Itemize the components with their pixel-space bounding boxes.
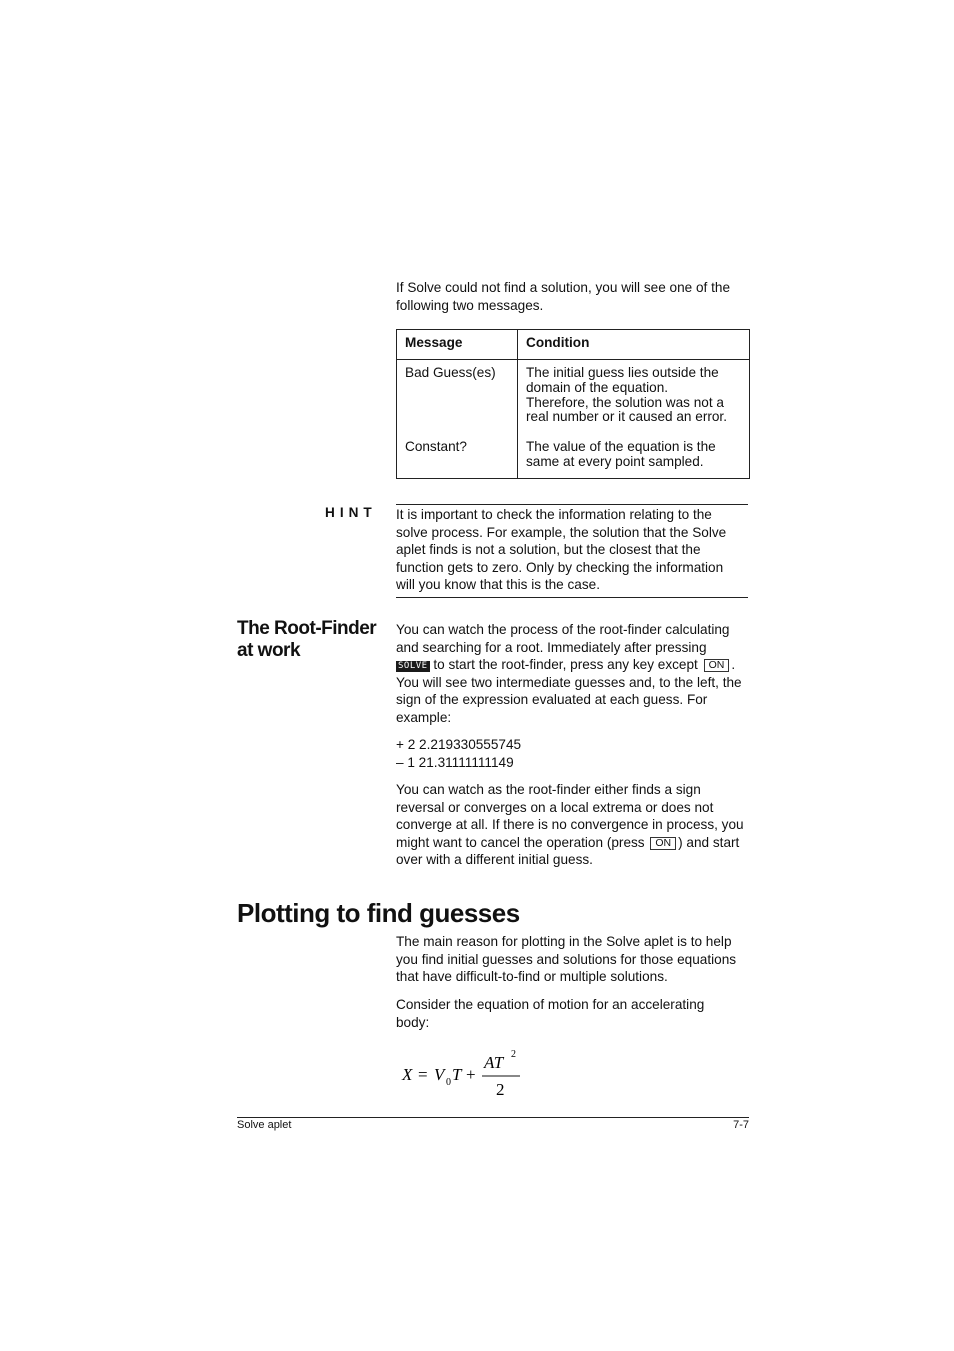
paragraph-line: and searching for a root. Immediately after pressing (396, 639, 707, 655)
hint-line: aplet finds is not a solution, but the closest that the (396, 542, 701, 558)
section-heading-plotting: Plotting to find guesses (237, 898, 520, 928)
paragraph-line: You can watch the process of the root-finder calculating (396, 622, 730, 637)
paragraph-line: example: (396, 709, 452, 725)
footer-rule (237, 1117, 749, 1118)
inline-text: might want to cancel the operation (press (396, 834, 649, 850)
table-cell-condition (526, 440, 716, 470)
solve-key-icon: SOLVE (398, 661, 428, 672)
example-line: + 2 2.219330555745 (396, 737, 522, 752)
heading-line: at work (237, 640, 301, 661)
root-finder-paragraph (396, 621, 750, 727)
paragraph-line: The main reason for plotting in the Solve aplet is to help (396, 934, 732, 949)
paragraph-line: You will see two intermediate guesses and, to the left, the (396, 674, 742, 690)
condition-line: Therefore, the solution was not a (526, 394, 724, 410)
hint-line: will you know that this is the case. (396, 577, 600, 593)
paragraph-line: that have difficult-to-find or multiple solutions. (396, 969, 668, 985)
table-header-message: Message (405, 335, 463, 350)
table-cell-message: Constant? (405, 439, 467, 454)
condition-line: domain of the equation. (526, 379, 669, 395)
condition-line: The value of the equation is the (526, 439, 716, 454)
paragraph-line (396, 656, 750, 674)
hint-line: function gets to zero. Only by checking the information (396, 559, 724, 575)
paragraph-line: you find initial guesses and solutions for those equations (396, 951, 737, 967)
hint-label: HINT (325, 505, 377, 520)
footer-chapter-title: Solve aplet (237, 1119, 292, 1131)
intro-line: following two messages. (396, 297, 544, 313)
formula-equals: = (418, 1065, 428, 1084)
example-output (396, 736, 750, 771)
table-header-condition: Condition (526, 335, 590, 350)
on-key-icon: ON (650, 837, 676, 850)
formula-x: X (402, 1065, 413, 1084)
intro-paragraph (396, 279, 750, 314)
condition-line: The initial guess lies outside the (526, 365, 719, 380)
inline-text: to start the root-finder, press any key except (429, 657, 702, 673)
hint-line: It is important to check the information relating to the (396, 507, 712, 522)
formula-t: T (452, 1065, 462, 1084)
inline-text: . (731, 657, 736, 673)
root-finder-paragraph-2 (396, 781, 750, 869)
section-heading-root-finder (237, 618, 387, 662)
condition-line: same at every point sampled. (526, 453, 704, 469)
formula-denominator: 2 (496, 1080, 505, 1099)
paragraph-line: body: (396, 1014, 430, 1030)
paragraph-line: reversal or converges on a local extrema or does not (396, 799, 714, 815)
table-header-rule (397, 359, 749, 360)
paragraph-line (396, 834, 750, 852)
formula-v: V (434, 1065, 445, 1084)
intro-line: If Solve could not find a solution, you will see one of the (396, 280, 731, 295)
table-cell-condition (526, 366, 727, 425)
messages-table (396, 329, 750, 479)
condition-line: real number or it caused an error. (526, 409, 727, 425)
footer-page-number: 7-7 (733, 1119, 749, 1131)
formula-plus: + (466, 1065, 476, 1084)
paragraph-line: Consider the equation of motion for an accelerating (396, 997, 705, 1012)
table-divider (517, 330, 518, 478)
plotting-paragraph-2 (396, 996, 750, 1031)
formula-v-subscript: 0 (446, 1077, 451, 1088)
paragraph-line: over with a different initial guess. (396, 852, 593, 868)
example-line: – 1 21.31111111149 (396, 754, 514, 770)
heading-line: The Root-Finder (237, 618, 377, 639)
hint-line: solve process. For example, the solution that the Solve (396, 524, 727, 540)
formula-numerator: AT (484, 1053, 504, 1072)
equation-of-motion (396, 1040, 536, 1100)
paragraph-line: converge at all. If there is no convergence in process, you (396, 817, 744, 833)
on-key-icon: ON (704, 659, 730, 672)
table-cell-message: Bad Guess(es) (405, 365, 496, 380)
inline-text: ) and start (678, 834, 740, 850)
paragraph-line: sign of the expression evaluated at each guess. For (396, 692, 708, 708)
plotting-paragraph (396, 933, 750, 986)
formula-exponent: 2 (511, 1049, 516, 1060)
paragraph-line: You can watch as the root-finder either finds a sign (396, 782, 701, 797)
hint-box (396, 504, 748, 598)
